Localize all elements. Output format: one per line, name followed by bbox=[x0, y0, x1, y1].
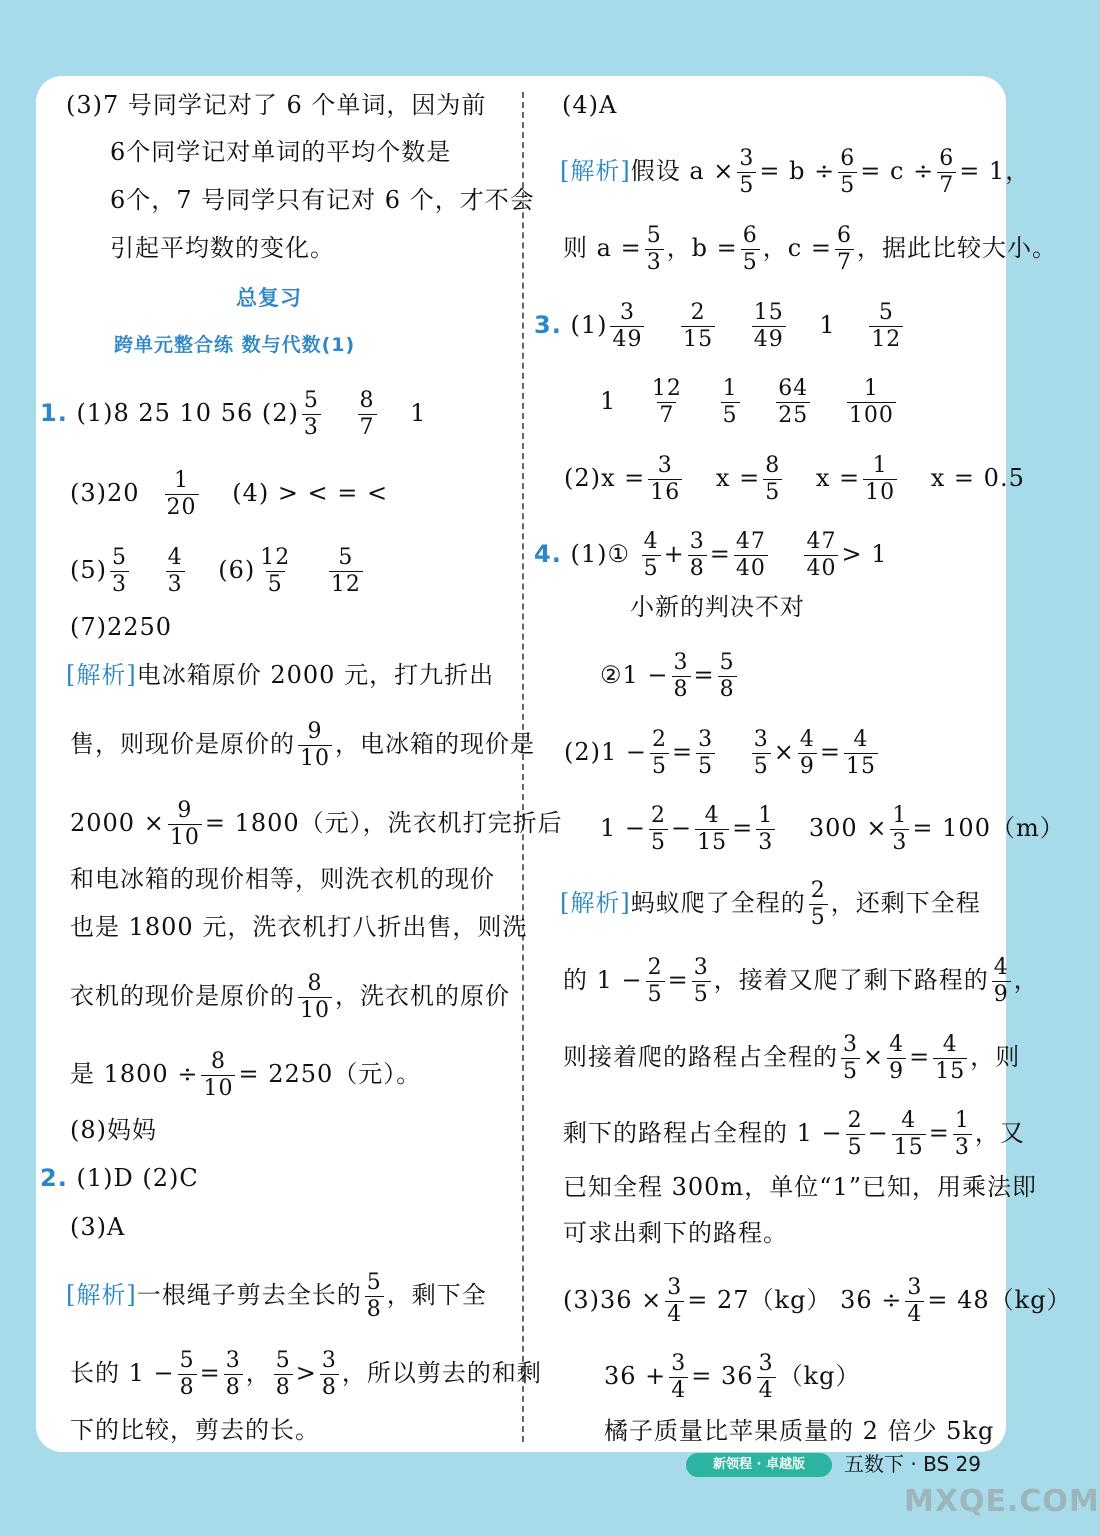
answer-3-2: (2)x = $\frac{3}{16}$ x = $\frac{8}{5}$ x = $\frac{1}{10}$ x = 0.5 bbox=[564, 453, 1025, 505]
answer-4-3b: 36 + $\frac{3}{4}$ = 36 $\frac{3}{4}$ （kg） bbox=[604, 1351, 861, 1403]
analysis-line: 已知全程 300m，单位“1”已知，用乘法即 bbox=[563, 1173, 1038, 1201]
answer-1-5: (5) $\frac{5}{3}$ $\frac{4}{3}$ (6) $\frac{12}{5}$ $\frac{5}{12}$ bbox=[70, 545, 361, 597]
analysis-line: 也是 1800 元，洗衣机打八折出售，则洗 bbox=[70, 913, 528, 941]
question-number: 1. bbox=[40, 399, 68, 427]
text-line: 引起平均数的变化。 bbox=[110, 234, 335, 262]
answer-1-8: (8)妈妈 bbox=[70, 1116, 157, 1144]
analysis-line: 的 1 − $\frac{2}{5}$ = $\frac{3}{5}$ ，接着又爬了剩下路程的 $\frac{4}{9}$ ， bbox=[563, 955, 1039, 1007]
answer-4-3c: 橘子质量比苹果质量的 2 倍少 5kg bbox=[604, 1417, 995, 1445]
brand-badge: 新领程 · 卓越版 bbox=[686, 1453, 832, 1477]
analysis-line: [解析]一根绳子剪去全长的 $\frac{5}{8}$ ，剩下全 bbox=[66, 1270, 487, 1322]
answer-4-2b: 1 − $\frac{2}{5}$ − $\frac{4}{15}$ = $\frac{1}{3}$ 300 × $\frac{1}{3}$ = 100（m） bbox=[600, 803, 1065, 855]
analysis-line: 可求出剩下的路程。 bbox=[563, 1219, 788, 1247]
question-number: 4. bbox=[534, 540, 562, 568]
analysis-tag: [解析] bbox=[66, 661, 137, 689]
analysis-line: 下的比较，剪去的长。 bbox=[70, 1416, 320, 1444]
text-line: (3)7 号同学记对了 6 个单词，因为前 bbox=[66, 91, 487, 119]
question-number: 2. bbox=[40, 1164, 68, 1192]
analysis-line: 售，则现价是原价的 $\frac{9}{10}$ ，电冰箱的现价是 bbox=[70, 719, 535, 771]
answer-1-1: 1. (1)8 25 10 56 (2) $\frac{5}{3}$ $\frac{8}{7}$ 1 bbox=[40, 388, 427, 440]
analysis-line: 2000 × $\frac{9}{10}$ = 1800（元），洗衣机打完折后 bbox=[70, 798, 563, 850]
analysis-line: [解析]蚂蚁爬了全程的 $\frac{2}{5}$ ，还剩下全程 bbox=[560, 878, 981, 930]
page-number: 五数下 · BS 29 bbox=[844, 1452, 981, 1476]
analysis-line: [解析]电冰箱原价 2000 元，打九折出 bbox=[66, 661, 495, 689]
section-title: 总复习 bbox=[236, 286, 302, 310]
analysis-tag: [解析] bbox=[560, 157, 631, 185]
analysis-line: 剩下的路程占全程的 1 − $\frac{2}{5}$ − $\frac{4}{15}$ = $\frac{1}{3}$ ，又 bbox=[563, 1108, 1025, 1160]
answer-3-1b: 1 $\frac{12}{7}$ $\frac{1}{5}$ $\frac{64}{25}$ $\frac{1}{100}$ bbox=[600, 376, 894, 428]
analysis-line: 衣机的现价是原价的 $\frac{8}{10}$ ，洗衣机的原价 bbox=[70, 971, 510, 1023]
analysis-line: [解析]假设 a × $\frac{3}{5}$ = b ÷ $\frac{6}{5}$ = c ÷ $\frac{6}{7}$ = 1， bbox=[560, 146, 1031, 198]
analysis-line: 和电冰箱的现价相等，则洗衣机的现价 bbox=[70, 865, 495, 893]
answer-2-4: (4)A bbox=[562, 91, 618, 119]
text-line: 6个，7 号同学只有记对 6 个，才不会 bbox=[110, 186, 535, 214]
sub-title: 跨单元整合练 数与代数(1) bbox=[114, 334, 356, 356]
question-number: 3. bbox=[534, 311, 562, 339]
text-line: 6个同学记对单词的平均个数是 bbox=[110, 138, 452, 166]
analysis-line: 则 a = $\frac{5}{3}$ ，b = $\frac{6}{5}$ ，c = $\frac{6}{7}$ ，据此比较大小。 bbox=[563, 223, 1057, 275]
answer-2-1: 2. (1)D (2)C bbox=[40, 1164, 199, 1192]
verdict-text: 小新的判决不对 bbox=[630, 593, 805, 621]
answer-1-3: (3)20 $\frac{1}{20}$ (4) > < = < bbox=[70, 468, 389, 520]
answer-2-3: (3)A bbox=[70, 1213, 126, 1241]
answer-4-1: 4. (1)① $\frac{4}{5}$ + $\frac{3}{8}$ = $\frac{47}{40}$ $\frac{47}{40}$ > 1 bbox=[534, 529, 888, 581]
answer-3-1: 3. (1) $\frac{3}{49}$ $\frac{2}{15}$ $\frac{15}{49}$ 1 $\frac{5}{12}$ bbox=[534, 300, 902, 352]
analysis-tag: [解析] bbox=[560, 889, 631, 917]
answer-4-3: (3)36 × $\frac{3}{4}$ = 27（kg） 36 ÷ $\frac{3}{4}$ = 48（kg） bbox=[563, 1275, 1072, 1327]
answer-4-1b: ②1 − $\frac{3}{8}$ = $\frac{5}{8}$ bbox=[600, 650, 735, 702]
answer-4-2: (2)1 − $\frac{2}{5}$ = $\frac{3}{5}$ $\frac{3}{5}$ × $\frac{4}{9}$ = $\frac{4}{15}$ bbox=[564, 727, 876, 779]
watermark: MXQE.COM bbox=[904, 1484, 1100, 1519]
analysis-line: 长的 1 − $\frac{5}{8}$ = $\frac{3}{8}$ ， $\frac{5}{8}$ > $\frac{3}{8}$ ，所以剪去的和剩 bbox=[70, 1348, 542, 1400]
analysis-line: 则接着爬的路程占全程的 $\frac{3}{5}$ × $\frac{4}{9}$ = $\frac{4}{15}$ ，则 bbox=[563, 1032, 1021, 1084]
analysis-line: 是 1800 ÷ $\frac{8}{10}$ = 2250（元）。 bbox=[70, 1049, 422, 1101]
analysis-tag: [解析] bbox=[66, 1281, 137, 1309]
answer-1-7: (7)2250 bbox=[70, 613, 173, 641]
